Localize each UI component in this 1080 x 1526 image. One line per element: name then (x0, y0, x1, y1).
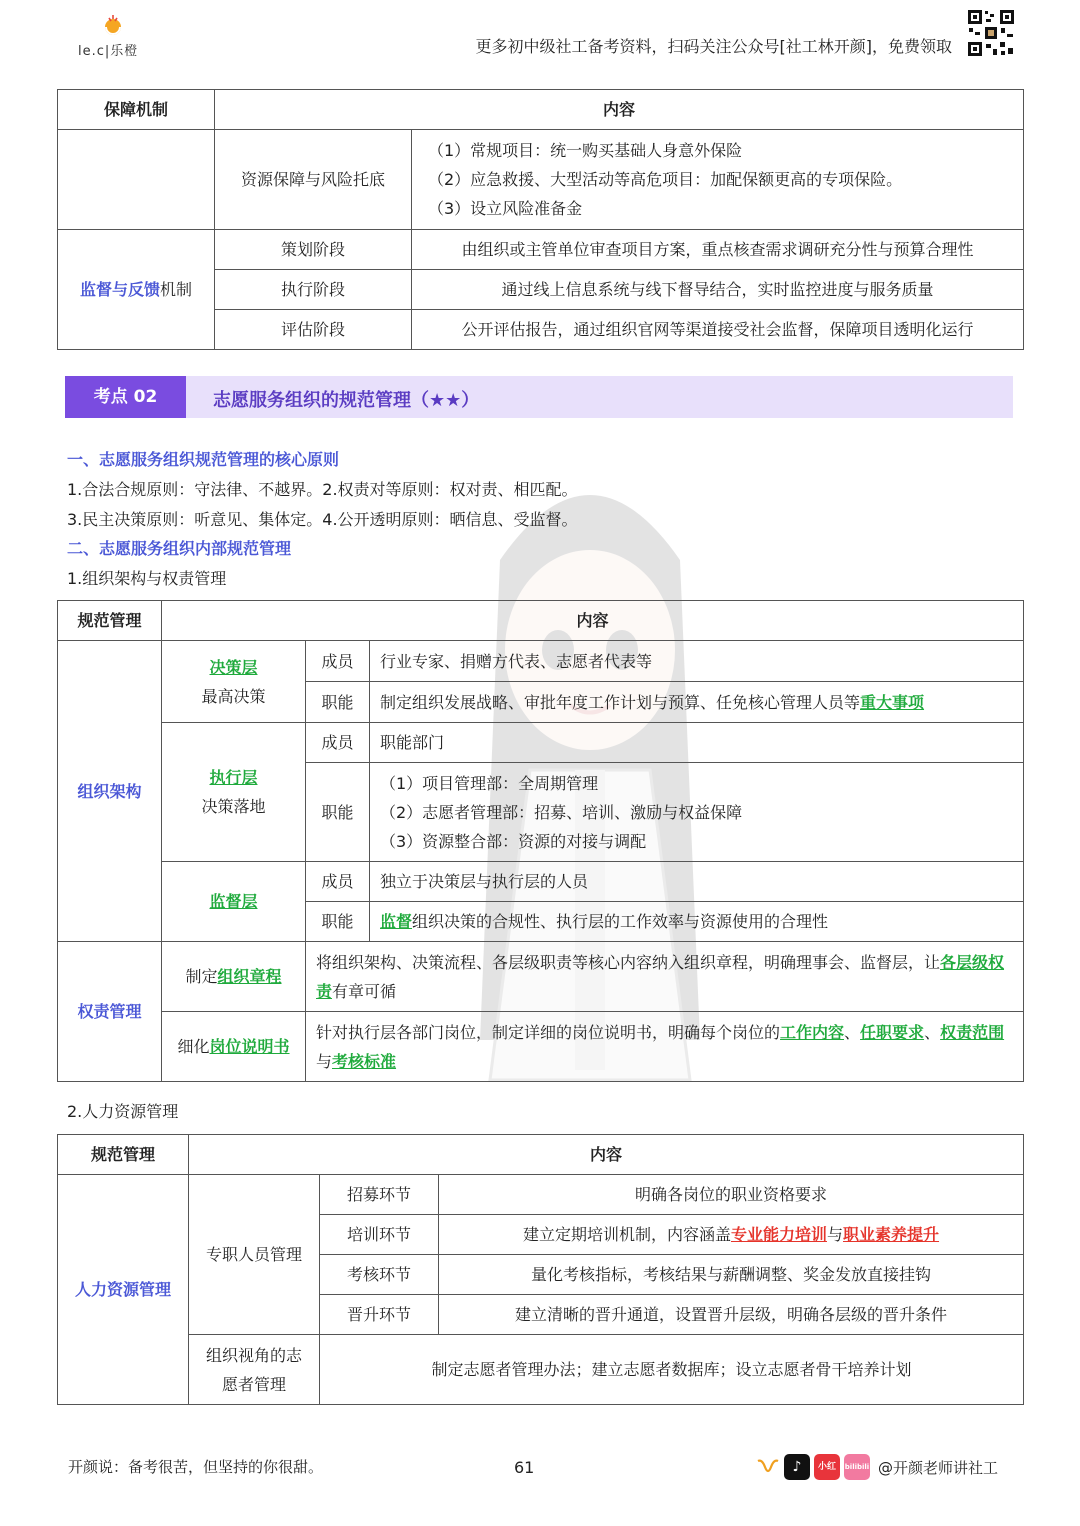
table-cell-text: 、 (924, 1022, 941, 1042)
section-tag: 考点 02 (65, 376, 186, 418)
table-cell: 行业专家、捐赠方代表、志愿者代表等 (370, 641, 1024, 682)
highlight-text: 监督 (380, 912, 413, 931)
logo-text: le.c|乐橙 (78, 44, 139, 59)
douyin-icon[interactable]: ♪ (784, 1454, 810, 1480)
table-cell-text: 、 (844, 1022, 861, 1042)
highlight-text: 职业素养提升 (843, 1225, 940, 1244)
table-cell-text: 制定 (185, 967, 218, 986)
table-cell-text: 与 (827, 1225, 844, 1244)
table-cell (162, 862, 306, 942)
paragraph: 1.合法合规原则：守法律、不越界。2.权责对等原则：权对责、相匹配。 (67, 480, 578, 499)
guarantee-mechanism-table (57, 89, 1024, 350)
table-cell-text: 制定组织发展战略、审批年度工作计划与预算、任免核心管理人员等 (380, 692, 861, 712)
promo-text: 更多初中级社工备考资料，扫码关注公众号[社工林开颜]，免费领取 (475, 37, 952, 56)
table-cell: 成员 (306, 862, 370, 902)
table-cell: 评估阶段 (215, 310, 412, 350)
subheading-hr: 2.人力资源管理 (67, 1102, 179, 1121)
table-cell-text: 针对执行层各部门岗位，制定详细的岗位说明书，明确每个岗位的 (316, 1022, 781, 1042)
highlight-text: 考核标准 (332, 1051, 397, 1071)
subheading-org-structure: 1.组织架构与权责管理 (67, 569, 227, 588)
page-header (0, 0, 1080, 70)
list-item: （3）设立风险准备金 (428, 199, 583, 218)
table-cell: 职能 (306, 902, 370, 942)
section-title: 志愿服务组织的规范管理（★★） (213, 390, 480, 411)
layer-desc: 决策落地 (201, 797, 266, 816)
table-cell (412, 130, 1024, 230)
table-header: 规范管理 (58, 601, 162, 641)
table-cell (162, 723, 306, 862)
group-label: 人力资源管理 (74, 1280, 171, 1299)
list-item: （2）志愿者管理部：招募、培训、激励与权益保障 (380, 802, 743, 822)
social-links (756, 1452, 999, 1498)
highlight-text: 任职要求 (860, 1022, 925, 1042)
layer-name: 执行层 (209, 768, 258, 787)
highlight-text: 工作内容 (780, 1022, 845, 1042)
table-cell (58, 1175, 189, 1405)
highlight-text: 岗位说明书 (209, 1037, 290, 1056)
table-cell: 职能 (306, 763, 370, 862)
table-cell (306, 942, 1024, 1012)
sun-logo-icon (100, 14, 126, 36)
table-cell (58, 130, 215, 230)
footer-motto: 开颜说：备考很苦，但坚持的你很甜。 (68, 1458, 324, 1476)
heading-internal-management: 二、志愿服务组织内部规范管理 (67, 539, 292, 558)
table-cell: 执行阶段 (215, 270, 412, 310)
table-cell (58, 641, 162, 942)
hr-management-table (57, 1134, 1024, 1405)
bilibili-icon[interactable]: bilibili (844, 1454, 870, 1480)
page-number: 61 (514, 1458, 535, 1477)
xiaohongshu-icon[interactable]: 小红书 (814, 1454, 840, 1480)
heading-core-principles: 一、志愿服务组织规范管理的核心原则 (67, 450, 340, 469)
highlight-text: 各层级权责 (316, 952, 1005, 1001)
group-label: 组织架构 (77, 781, 142, 801)
group-label: 权责管理 (77, 1002, 142, 1021)
highlight-text: 组织章程 (217, 967, 282, 986)
highlight-text: 权责范围 (940, 1022, 1005, 1042)
layer-name: 监督层 (209, 892, 258, 911)
table-cell (58, 230, 215, 350)
table-cell: 通过线上信息系统与线下督导结合，实时监控进度与服务质量 (412, 270, 1024, 310)
table-cell (162, 1012, 306, 1082)
list-item: （1）常规项目：统一购买基础人身意外保险 (428, 141, 743, 160)
table-cell-text: 与 (316, 1051, 333, 1071)
table-header: 保障机制 (58, 90, 215, 130)
highlight-text: 专业能力培训 (730, 1225, 827, 1244)
table-cell-text: 机制 (160, 280, 193, 299)
table-cell-text: 有章可循 (332, 981, 397, 1001)
table-cell: 明确各岗位的职业资格要求 (439, 1175, 1024, 1215)
table-cell: 独立于决策层与执行层的人员 (370, 862, 1024, 902)
table-cell: 培训环节 (320, 1215, 439, 1255)
table-cell: 成员 (306, 641, 370, 682)
table-cell: 成员 (306, 723, 370, 763)
table-cell: 专职人员管理 (189, 1175, 320, 1335)
footer-handle: @开颜老师讲社工 (878, 1458, 999, 1477)
highlight-text: 重大事项 (860, 692, 925, 712)
table-header: 内容 (189, 1135, 1024, 1175)
layer-name: 决策层 (209, 657, 258, 677)
table-cell: 公开评估报告，通过组织官网等渠道接受社会监督，保障项目透明化运行 (412, 310, 1024, 350)
list-item: （3）资源整合部：资源的对接与调配 (380, 831, 647, 851)
table-cell-text: 愿者管理 (221, 1374, 286, 1394)
table-cell (370, 902, 1024, 942)
table-cell (370, 763, 1024, 862)
table-cell: 职能部门 (370, 723, 1024, 763)
table-cell (439, 1215, 1024, 1255)
brand-logo (78, 14, 148, 58)
paragraph: 3.民主决策原则：听意见、集体定。4.公开透明原则：晒信息、受监督。 (67, 510, 578, 529)
layer-desc: 最高决策 (201, 686, 266, 706)
table-cell (189, 1335, 320, 1405)
list-item: （2）应急救援、大型活动等高危项目：加配保额更高的专项保险。 (428, 170, 903, 189)
highlight-text: 监督与反馈 (79, 280, 160, 299)
table-cell-text: 建立定期培训机制，内容涵盖 (522, 1225, 731, 1244)
table-cell-text: 组织视角的志 (205, 1345, 302, 1365)
table-cell: 职能 (306, 682, 370, 723)
wechat-channels-icon[interactable] (756, 1455, 780, 1479)
table-cell: 由组织或主管单位审查项目方案，重点核查需求调研充分性与预算合理性 (412, 230, 1024, 270)
table-cell: 考核环节 (320, 1255, 439, 1295)
table-cell: 晋升环节 (320, 1295, 439, 1335)
table-cell (162, 641, 306, 723)
table-cell-text: 组织决策的合规性、执行层的工作效率与资源使用的合理性 (412, 912, 829, 931)
table-cell-text: 将组织架构、决策流程、各层级职责等核心内容纳入组织章程，明确理事会、监督层，让 (316, 952, 941, 972)
org-structure-table (57, 600, 1024, 1082)
table-cell: 建立清晰的晋升通道，设置晋升层级，明确各层级的晋升条件 (439, 1295, 1024, 1335)
table-cell (162, 942, 306, 1012)
table-cell: 策划阶段 (215, 230, 412, 270)
table-cell: 制定志愿者管理办法；建立志愿者数据库；设立志愿者骨干培养计划 (320, 1335, 1024, 1405)
table-cell (306, 1012, 1024, 1082)
section-banner (65, 376, 1013, 418)
list-item: （1）项目管理部：全周期管理 (380, 773, 599, 793)
table-cell-text: 细化 (177, 1037, 210, 1056)
table-header: 内容 (215, 90, 1024, 130)
table-header: 规范管理 (58, 1135, 189, 1175)
table-cell: 招募环节 (320, 1175, 439, 1215)
table-cell: 量化考核指标，考核结果与薪酬调整、奖金发放直接挂钩 (439, 1255, 1024, 1295)
table-cell: 资源保障与风险托底 (215, 130, 412, 230)
qr-code-icon[interactable] (966, 8, 1016, 58)
table-header: 内容 (162, 601, 1024, 641)
table-cell (370, 682, 1024, 723)
table-cell (58, 942, 162, 1082)
